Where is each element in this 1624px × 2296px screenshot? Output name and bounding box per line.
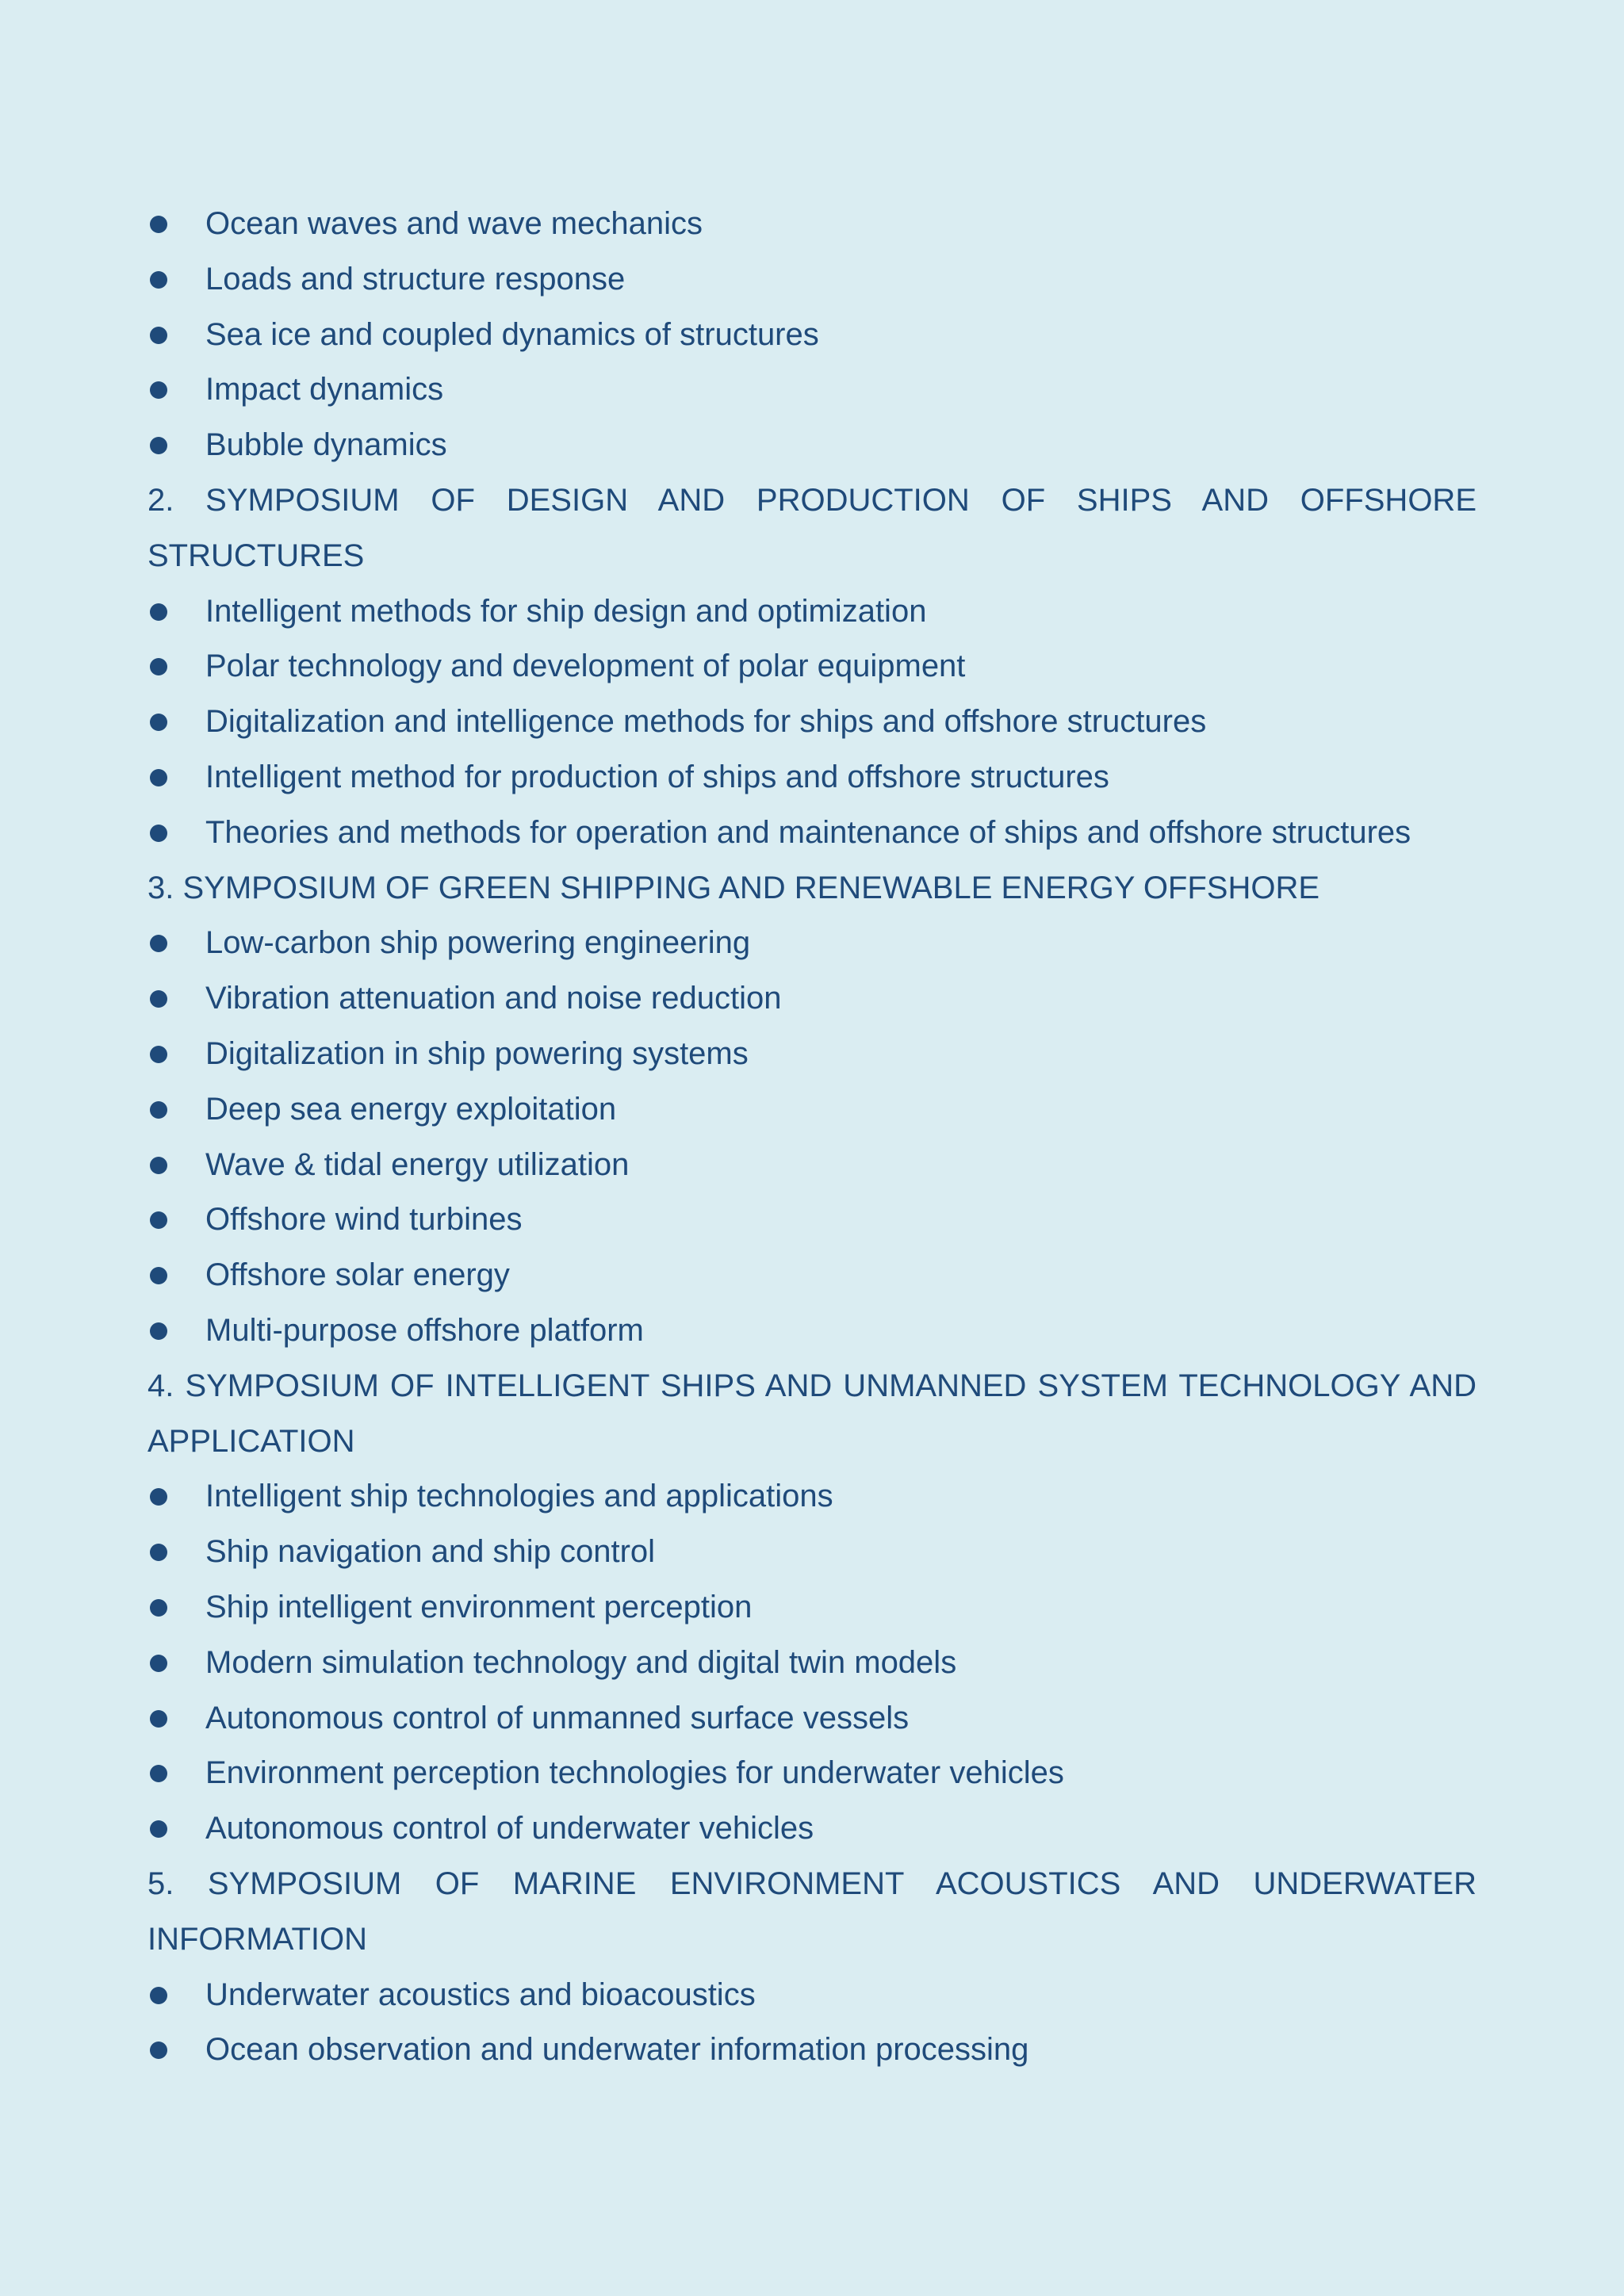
list-item-text: Low-carbon ship powering engineering: [205, 925, 751, 961]
bullet-icon: [150, 1710, 167, 1728]
list-item-text: Impact dynamics: [205, 372, 444, 408]
list-item: [147, 806, 1477, 861]
bullet-icon: [150, 603, 167, 621]
document-body: [147, 197, 1477, 2078]
bullet-icon: [150, 381, 167, 399]
list-item: [147, 695, 1477, 750]
list-item-text: Bubble dynamics: [205, 427, 447, 463]
list-item-text: Environment perception technologies for underwater vehicles: [205, 1755, 1064, 1791]
list-item: [147, 1138, 1477, 1193]
bullet-icon: [150, 1765, 167, 1782]
list-item: [147, 750, 1477, 806]
list-item-text: Digitalization in ship powering systems: [205, 1035, 749, 1071]
list-item: [147, 1801, 1477, 1857]
list-item: [147, 1082, 1477, 1138]
bullet-icon: [150, 1987, 167, 2004]
bullet-icon: [150, 990, 167, 1008]
list-item-text: Modern simulation technology and digital twin models: [205, 1644, 957, 1680]
list-item-text: Intelligent ship technologies and applications: [205, 1479, 833, 1514]
list-item-text: Ocean waves and wave mechanics: [205, 206, 703, 241]
bullet-icon: [150, 1820, 167, 1838]
list-item-text: Ocean observation and underwater information processing: [205, 2032, 1029, 2068]
list-item-text: Multi-purpose offshore platform: [205, 1312, 644, 1348]
bullet-icon: [150, 1267, 167, 1284]
bullet-icon: [150, 1599, 167, 1617]
list-item: [147, 252, 1477, 308]
bullet-icon: [150, 327, 167, 344]
list-item: [147, 1192, 1477, 1248]
list-item-text: Deep sea energy exploitation: [205, 1091, 617, 1127]
bullet-icon: [150, 2042, 167, 2059]
list-item: [147, 971, 1477, 1027]
list-item: [147, 916, 1477, 971]
list-item: [147, 308, 1477, 363]
section-heading: 2. SYMPOSIUM OF DESIGN AND PRODUCTION OF SHIPS AND OFFSHORE STRUCTURES: [147, 482, 1477, 573]
bullet-icon: [150, 825, 167, 842]
bullet-icon: [150, 1322, 167, 1340]
bullet-icon: [150, 271, 167, 289]
list-item-text: Intelligent method for production of ships and offshore structures: [205, 759, 1109, 794]
list-item-text: Vibration attenuation and noise reduction: [205, 981, 782, 1016]
list-item-text: Ship navigation and ship control: [205, 1534, 656, 1570]
list-item: [147, 1636, 1477, 1691]
list-item-text: Digitalization and intelligence methods for ships and offshore structures: [205, 704, 1207, 740]
list-item: [147, 1027, 1477, 1082]
section-5: [147, 1857, 1477, 2078]
list-item-text: Underwater acoustics and bioacoustics: [205, 1976, 756, 2012]
section-1: [147, 197, 1477, 473]
list-item: [147, 1248, 1477, 1303]
section-3: [147, 861, 1477, 1359]
list-item: [147, 197, 1477, 252]
section-heading: 3. SYMPOSIUM OF GREEN SHIPPING AND RENEWABLE ENERGY OFFSHORE: [147, 870, 1320, 905]
list-item: [147, 1691, 1477, 1747]
list-item-text: Offshore solar energy: [205, 1257, 510, 1293]
list-item-text: Autonomous control of unmanned surface vessels: [205, 1700, 910, 1735]
bullet-icon: [150, 658, 167, 675]
bullet-icon: [150, 216, 167, 233]
bullet-icon: [150, 714, 167, 731]
bullet-icon: [150, 1655, 167, 1672]
list-item-text: Polar technology and development of polar equipment: [205, 649, 966, 684]
list-item: [147, 1303, 1477, 1359]
list-item: [147, 1746, 1477, 1801]
section-heading: 5. SYMPOSIUM OF MARINE ENVIRONMENT ACOUSTICS AND UNDERWATER INFORMATION: [147, 1866, 1477, 1957]
bullet-icon: [150, 1544, 167, 1561]
list-item: [147, 1968, 1477, 2023]
section-4: [147, 1359, 1477, 1857]
list-item-text: Intelligent methods for ship design and optimization: [205, 593, 927, 629]
bullet-icon: [150, 1157, 167, 1174]
list-item: [147, 1469, 1477, 1525]
list-item: [147, 584, 1477, 640]
bullet-icon: [150, 1488, 167, 1506]
list-item-text: Sea ice and coupled dynamics of structures: [205, 316, 819, 352]
bullet-icon: [150, 1101, 167, 1119]
list-item-text: Offshore wind turbines: [205, 1202, 523, 1238]
list-item: [147, 1580, 1477, 1636]
bullet-icon: [150, 935, 167, 952]
list-item: [147, 362, 1477, 418]
list-item: [147, 2022, 1477, 2078]
section-heading: 4. SYMPOSIUM OF INTELLIGENT SHIPS AND UNMANNED SYSTEM TECHNOLOGY AND APPLICATION: [147, 1368, 1477, 1459]
list-item: [147, 1525, 1477, 1580]
list-item-text: Loads and structure response: [205, 261, 626, 297]
section-2: [147, 473, 1477, 861]
list-item-text: Wave & tidal energy utilization: [205, 1146, 630, 1182]
list-item-text: Ship intelligent environment perception: [205, 1589, 753, 1624]
bullet-icon: [150, 769, 167, 786]
list-item: [147, 639, 1477, 695]
list-item-text: Theories and methods for operation and maintenance of ships and offshore structures: [205, 814, 1411, 850]
bullet-icon: [150, 1211, 167, 1229]
bullet-icon: [150, 437, 167, 454]
bullet-icon: [150, 1046, 167, 1063]
list-item: [147, 418, 1477, 473]
list-item-text: Autonomous control of underwater vehicles: [205, 1811, 814, 1846]
